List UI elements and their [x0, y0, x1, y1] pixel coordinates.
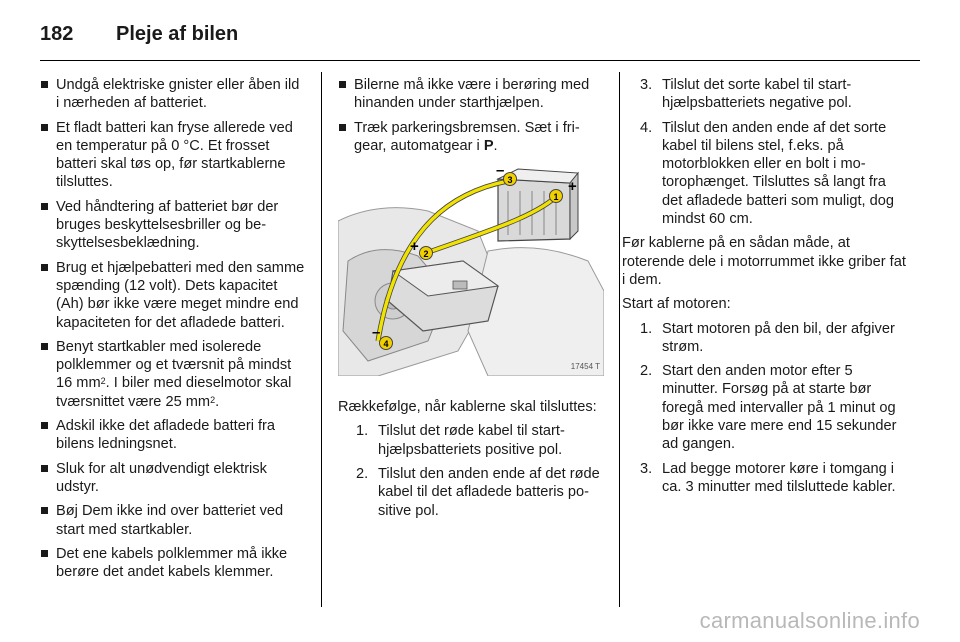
list-item: 2. Tilslut den anden ende af det røde kabel til det afladede batteris positive pol. — [356, 466, 600, 519]
column-divider-2 — [619, 72, 620, 607]
list-item: 1. Start motoren på den bil, der afgiver strøm. — [640, 320, 895, 355]
bullet-icon — [41, 264, 48, 271]
bullet-icon — [41, 343, 48, 350]
column-1 — [40, 76, 306, 587]
list-item: Brug et hjælpebatteri med den samme spænding (12 volt). Dets kapacitet (Ah) bør ikke være meget mindre end kapaciteten for det afladede batteri. — [40, 259, 306, 332]
svg-text:3: 3 — [507, 175, 513, 186]
column-2 — [338, 76, 604, 526]
list-item: 2. Start den anden motor efter 5 minutter. Forsøg på at starte bør foregå med intervaller på 1 minut og bør ikke vare mere end 15 sekunder ad gangen. — [640, 363, 897, 453]
bullet-icon — [41, 81, 48, 88]
bullet-icon — [41, 422, 48, 429]
header-divider — [40, 60, 920, 61]
start-heading: Start af motoren: — [622, 296, 731, 313]
list-item-cable-spec: Benyt startkabler med isolerede polklemmer og et tværsnit på mindst 16 $mm^2$. I biler med dieselmotor skal tværsnittet være 25 $mm^2$. — [40, 338, 306, 411]
page-number: 182 — [40, 22, 74, 45]
plus-sign-donor: + — [568, 178, 577, 196]
start-steps — [622, 320, 910, 497]
svg-text:1: 1 — [553, 192, 559, 203]
connection-steps-a — [338, 422, 604, 519]
chapter-title: Pleje af bilen — [116, 22, 239, 45]
bullet-icon — [41, 124, 48, 131]
list-item: 3. Tilslut det sorte kabel til starthjælpsbatteriets negative pol. — [640, 77, 852, 112]
page-header — [40, 16, 238, 52]
bullet-icon — [339, 81, 346, 88]
list-item: Bilerne må ikke være i berøring med hinanden under starthjælpen. — [338, 76, 604, 113]
safety-list — [40, 76, 306, 581]
cable-routing-note: Før kablerne på en sådan måde, at roterende dele i motorrummet ikke griber fat i dem. — [622, 235, 906, 288]
engine-bay-drawing — [338, 161, 604, 376]
list-item: Det ene kabels polklemmer må ikke berøre det andet kabels klemmer. — [40, 545, 306, 582]
bullet-icon — [41, 203, 48, 210]
figure-code: 17454 T — [570, 362, 600, 372]
minus-sign-donor: – — [496, 162, 505, 180]
svg-text:4: 4 — [383, 339, 389, 350]
bullet-icon — [41, 465, 48, 472]
bullet-icon — [339, 124, 346, 131]
callout-1 — [550, 190, 563, 203]
watermark: carmanualsonline.info — [699, 608, 920, 633]
callout-2 — [420, 247, 433, 260]
bullet-icon — [41, 550, 48, 557]
bullet-icon — [41, 507, 48, 514]
connection-steps-b — [622, 76, 910, 228]
callout-3 — [504, 173, 517, 186]
list-item: 4. Tilslut den anden ende af det sorte kabel til bilens stel, f.eks. på motorblokken eller en bolt i motorophænget. Tilsluttes så langt fra det afladede batteri som muligt, dog mindst 60 cm. — [640, 119, 895, 228]
list-item: 1. Tilslut det røde kabel til starthjælpsbatteriets positive pol. — [356, 423, 565, 458]
sequence-intro: Rækkefølge, når kablerne skal tilsluttes: — [338, 399, 597, 416]
list-item-parking-brake: Træk parkeringsbremsen. Sæt i frigear, automatgear i P. — [338, 119, 604, 156]
column-divider-1 — [321, 72, 322, 607]
minus-sign-ground: – — [372, 324, 381, 342]
plus-sign-discharged: + — [410, 238, 419, 256]
jump-start-illustration — [338, 161, 604, 376]
list-item: Bøj Dem ikke ind over batteriet ved start med startkabler. — [40, 502, 306, 539]
column-3 — [622, 76, 910, 502]
list-item: 3. Lad begge motorer køre i tomgang i ca. 3 minutter med tilsluttede kabler. — [640, 460, 896, 495]
preparation-list — [338, 76, 604, 155]
callout-4 — [380, 337, 393, 350]
list-item: Et fladt batteri kan fryse allerede ved en temperatur på 0 °C. Et frosset batteri skal tøs op, før startkablerne tilsluttes. — [40, 119, 306, 192]
list-item: Ved håndtering af batteriet bør der bruges beskyttelsesbriller og beskyttelsesbeklædning. — [40, 198, 306, 253]
list-item: Adskil ikke det afladede batteri fra bilens ledningsnet. — [40, 417, 306, 454]
list-item: Undgå elektriske gnister eller åben ild i nærheden af batteriet. — [40, 76, 306, 113]
svg-text:2: 2 — [423, 249, 429, 260]
list-item: Sluk for alt unødvendigt elektrisk udstyr. — [40, 460, 306, 497]
